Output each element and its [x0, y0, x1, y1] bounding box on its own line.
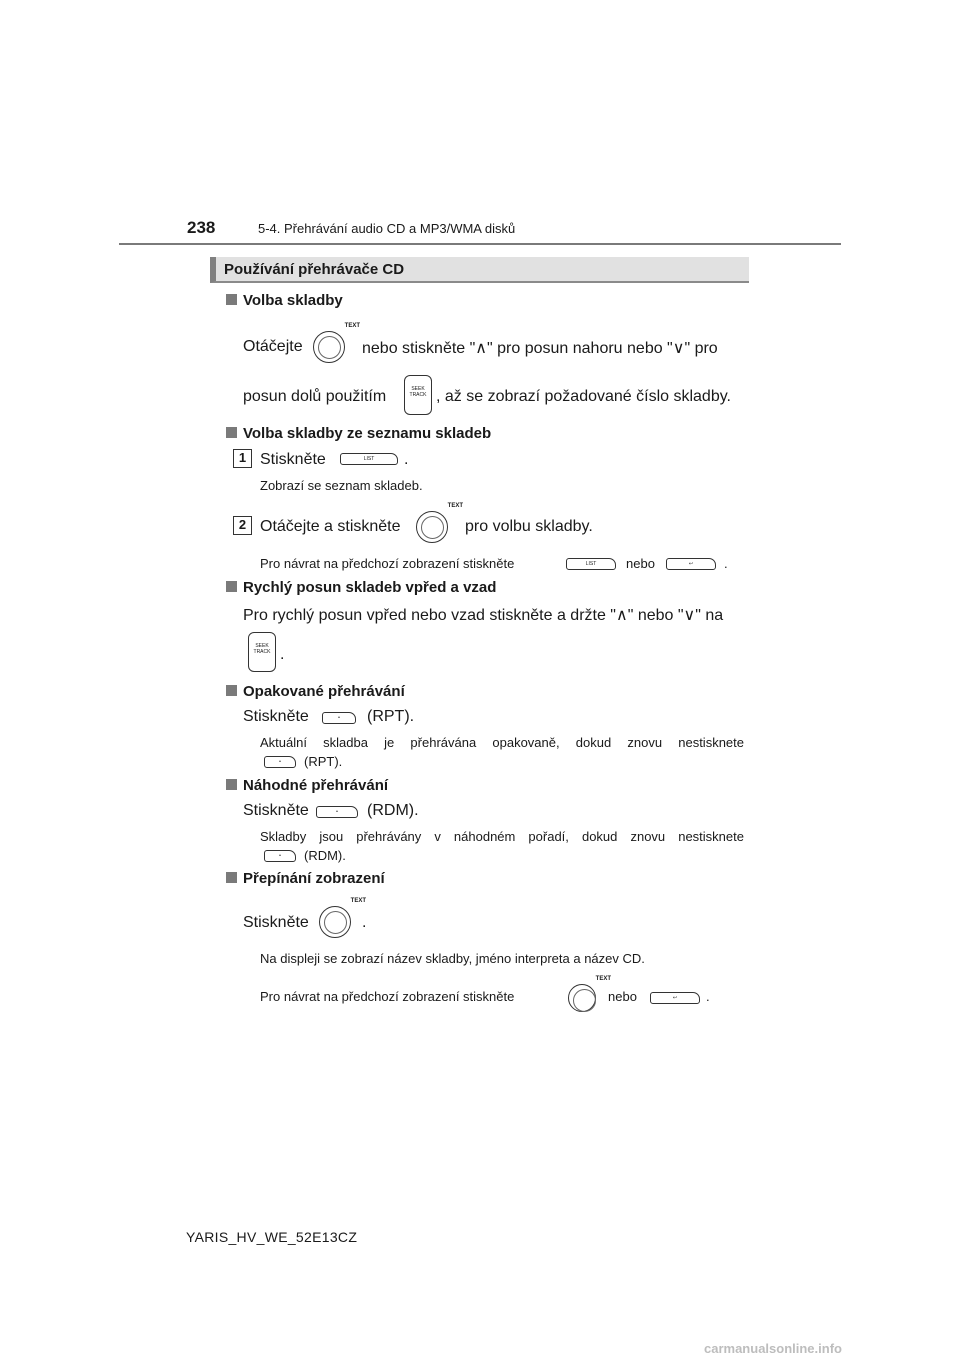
text: Otáčejte: [243, 338, 303, 355]
document-code: YARIS_HV_WE_52E13CZ: [186, 1229, 358, 1245]
bullet-square-icon: [226, 685, 237, 696]
note: (RPT).: [304, 754, 343, 769]
step-number: 1: [233, 449, 252, 468]
note: nebo: [608, 989, 637, 1004]
text: Stiskněte: [243, 708, 309, 725]
note: (RDM).: [304, 848, 346, 863]
text: Stiskněte: [243, 802, 309, 819]
note: .: [706, 989, 710, 1004]
chapter-title: 5-4. Přehrávání audio CD a MP3/WMA disků: [258, 221, 516, 236]
section-title: Používání přehrávače CD: [224, 261, 405, 278]
list-button-icon: LIST: [566, 558, 616, 570]
text: Stiskněte: [243, 914, 309, 931]
preset-button-icon: •: [322, 712, 356, 724]
preset-button-icon: •: [264, 756, 296, 768]
back-button-icon: ↩: [666, 558, 716, 570]
bullet-square-icon: [226, 427, 237, 438]
preset-button-icon: •: [316, 806, 358, 818]
tune-knob-icon: TEXT: [568, 984, 596, 1012]
text: (RPT).: [367, 708, 415, 725]
text: posun dolů použitím: [243, 388, 387, 405]
heading-repeat: Opakované přehrávání: [226, 683, 405, 700]
text: Otáčejte a stiskněte: [260, 518, 401, 535]
heading-fast-seek: Rychlý posun skladeb vpřed a vzad: [226, 579, 496, 596]
heading-display-switch: Přepínání zobrazení: [226, 870, 385, 887]
note: Pro návrat na předchozí zobrazení stiskněte: [260, 556, 515, 571]
bullet-square-icon: [226, 581, 237, 592]
bullet-square-icon: [226, 294, 237, 305]
text: , až se zobrazí požadované číslo skladby.: [436, 388, 731, 405]
heading-track-select: Volba skladby: [226, 292, 343, 309]
text: nebo stiskněte "∧" pro posun nahoru nebo "∨" pro: [362, 340, 718, 357]
note: Aktuální skladba je přehrávána opakovaně, dokud znovu nestisknete: [260, 735, 744, 750]
heading-random: Náhodné přehrávání: [226, 777, 388, 794]
note: .: [724, 556, 728, 571]
tune-knob-icon: TEXT: [313, 331, 345, 363]
heading-list-select: Volba skladby ze seznamu skladeb: [226, 425, 491, 442]
list-button-icon: LIST: [340, 453, 398, 465]
text: .: [362, 914, 367, 931]
seek-track-icon: SEEK TRACK: [248, 632, 276, 672]
watermark: carmanualsonline.info: [704, 1341, 842, 1356]
bullet-square-icon: [226, 779, 237, 790]
note: Na displeji se zobrazí název skladby, jméno interpreta a název CD.: [260, 951, 645, 966]
note: Pro návrat na předchozí zobrazení stiskněte: [260, 989, 515, 1004]
page-number: 238: [187, 218, 216, 237]
note: nebo: [626, 556, 655, 571]
note: Zobrazí se seznam skladeb.: [260, 478, 423, 493]
tune-knob-icon: TEXT: [416, 511, 448, 543]
tune-knob-icon: TEXT: [319, 906, 351, 938]
header-rule: [119, 243, 841, 245]
step-number: 2: [233, 516, 252, 535]
text: Pro rychlý posun vpřed nebo vzad stiskněte a držte "∧" nebo "∨" na: [243, 607, 724, 624]
preset-button-icon: •: [264, 850, 296, 862]
text: Stiskněte: [260, 451, 326, 468]
seek-track-icon: SEEK TRACK: [404, 375, 432, 415]
text: .: [404, 451, 409, 468]
text: pro volbu skladby.: [465, 518, 593, 535]
text: (RDM).: [367, 802, 419, 819]
note: Skladby jsou přehrávány v náhodném pořadí, dokud znovu nestisknete: [260, 829, 744, 844]
text: .: [280, 646, 285, 663]
bullet-square-icon: [226, 872, 237, 883]
back-button-icon: ↩: [650, 992, 700, 1004]
